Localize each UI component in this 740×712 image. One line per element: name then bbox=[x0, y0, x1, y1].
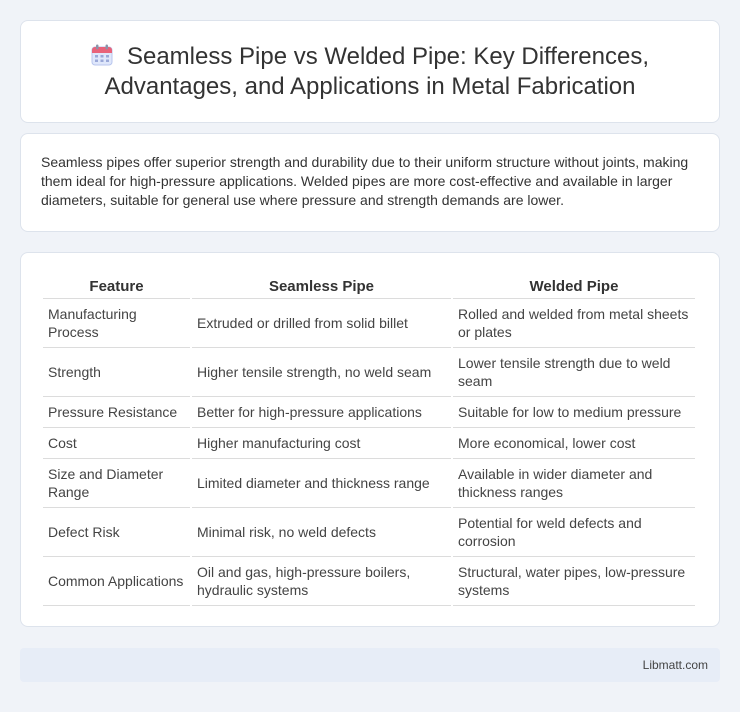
table-row bbox=[43, 508, 695, 557]
seamless-cell: Minimal risk, no weld defects bbox=[192, 508, 451, 557]
footer bbox=[20, 648, 720, 682]
welded-cell: Lower tensile strength due to weld seam bbox=[453, 348, 695, 397]
feature-cell: Pressure Resistance bbox=[43, 397, 190, 428]
feature-cell: Size and Diameter Range bbox=[43, 459, 190, 508]
summary-text: Seamless pipes offer superior strength and durability due to their uniform structure without joints, making them ideal for high-pressure applications. Welded pipes are more cost-effective and available in larger diameters, suitable for general use where pressure and strength demands are lower. bbox=[41, 154, 689, 208]
seamless-cell: Better for high-pressure applications bbox=[192, 397, 451, 428]
welded-cell: Rolled and welded from metal sheets or plates bbox=[453, 299, 695, 348]
summary-card bbox=[20, 133, 720, 232]
table-row bbox=[43, 428, 695, 459]
table-header-row bbox=[43, 275, 695, 299]
feature-cell: Defect Risk bbox=[43, 508, 190, 557]
feature-cell: Common Applications bbox=[43, 557, 190, 606]
seamless-cell: Limited diameter and thickness range bbox=[192, 459, 451, 508]
welded-cell: Available in wider diameter and thickness ranges bbox=[453, 459, 695, 508]
header-feature: Feature bbox=[43, 275, 190, 299]
table-row bbox=[43, 459, 695, 508]
page-title-text: Seamless Pipe vs Welded Pipe: Key Differences, Advantages, and Applications in Metal Fabrication bbox=[104, 42, 650, 100]
page-title bbox=[51, 42, 689, 102]
welded-cell: Structural, water pipes, low-pressure systems bbox=[453, 557, 695, 606]
title-card bbox=[20, 20, 720, 123]
header-welded: Welded Pipe bbox=[453, 275, 695, 299]
comparison-card bbox=[20, 252, 720, 627]
feature-cell: Cost bbox=[43, 428, 190, 459]
welded-cell: Potential for weld defects and corrosion bbox=[453, 508, 695, 557]
welded-cell: Suitable for low to medium pressure bbox=[453, 397, 695, 428]
table-row bbox=[43, 557, 695, 606]
table-row bbox=[43, 397, 695, 428]
seamless-cell: Higher tensile strength, no weld seam bbox=[192, 348, 451, 397]
seamless-cell: Oil and gas, high-pressure boilers, hydraulic systems bbox=[192, 557, 451, 606]
calendar-icon bbox=[91, 44, 113, 66]
seamless-cell: Higher manufacturing cost bbox=[192, 428, 451, 459]
feature-cell: Strength bbox=[43, 348, 190, 397]
header-seamless: Seamless Pipe bbox=[192, 275, 451, 299]
feature-cell: Manufacturing Process bbox=[43, 299, 190, 348]
table-row bbox=[43, 299, 695, 348]
welded-cell: More economical, lower cost bbox=[453, 428, 695, 459]
table-row bbox=[43, 348, 695, 397]
comparison-table bbox=[41, 275, 697, 606]
seamless-cell: Extruded or drilled from solid billet bbox=[192, 299, 451, 348]
footer-brand: Libmatt.com bbox=[642, 658, 708, 672]
